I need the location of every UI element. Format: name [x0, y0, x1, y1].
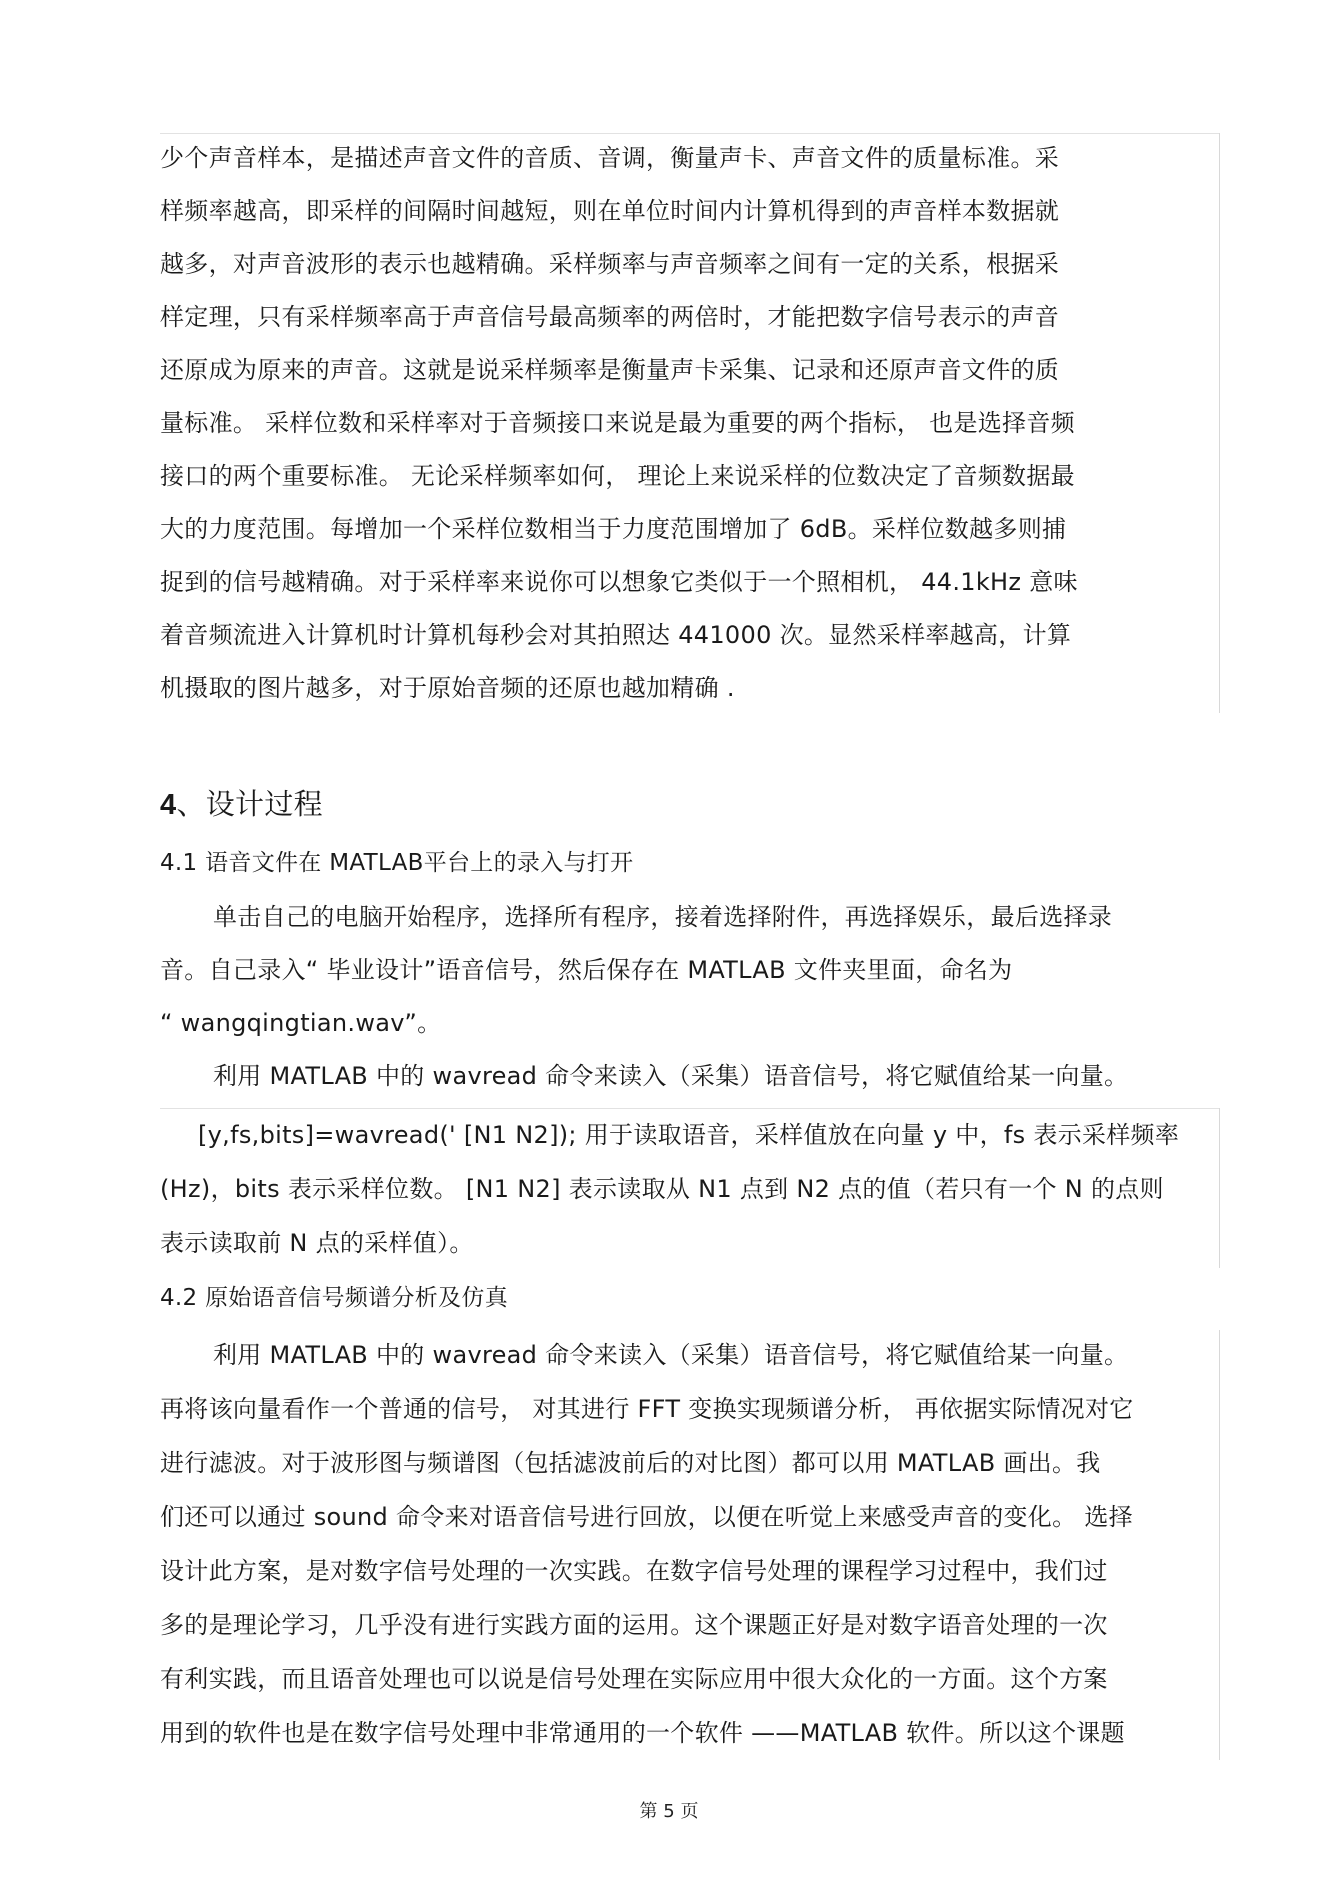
s41-line-1: 单击自己的电脑开始程序，选择所有程序，接着选择附件，再选择娱乐，最后选择录 — [213, 903, 1113, 931]
p1-line-2: 样频率越高，即采样的间隔时间越短，则在单位时间内计算机得到的声音样本数据就 — [160, 197, 1060, 225]
s42-line-6: 多的是理论学习，几乎没有进行实践方面的运用。这个课题正好是对数字语音处理的一次 — [160, 1611, 1108, 1639]
s42-line-4: 们还可以通过 sound 命令来对语音信号进行回放，以便在听觉上来感受声音的变化。 选择 — [160, 1503, 1133, 1531]
page-number: 第 5 页 — [639, 1801, 699, 1822]
section-4-1-heading: 4.1 语音文件在 MATLAB平台上的录入与打开 — [160, 850, 634, 876]
p1-line-11: 机摄取的图片越多，对于原始音频的还原也越加精确 . — [160, 674, 735, 702]
p1-line-7: 接口的两个重要标准。 无论采样频率如何， 理论上来说采样的位数决定了音频数据最 — [160, 462, 1075, 490]
s42-line-3: 进行滤波。对于波形图与频谱图（包括滤波前后的对比图）都可以用 MATLAB 画出。我 — [160, 1449, 1101, 1477]
p1-line-10: 着音频流进入计算机时计算机每秒会对其拍照达 441000 次。显然采样率越高，计算 — [160, 621, 1072, 649]
p1-line-9: 捉到的信号越精确。对于采样率来说你可以想象它类似于一个照相机， 44.1kHz 意味 — [160, 568, 1078, 596]
code-line-1: [y,fs,bits]=wavread(' [N1 N2]); 用于读取语音，采样值放在向量 y 中，fs 表示采样频率 — [198, 1121, 1180, 1149]
code-line-2: (Hz)，bits 表示采样位数。 [N1 N2] 表示读取从 N1 点到 N2 点的值（若只有一个 N 的点则 — [160, 1175, 1164, 1203]
p1-line-5: 还原成为原来的声音。这就是说采样频率是衡量声卡采集、记录和还原声音文件的质 — [160, 356, 1060, 384]
s41-line-4: 利用 MATLAB 中的 wavread 命令来读入（采集）语音信号，将它赋值给某一向量。 — [213, 1062, 1129, 1090]
s41-line-3: “ wangqingtian.wav”。 — [160, 1009, 442, 1037]
p1-line-6: 量标准。 采样位数和采样率对于音频接口来说是最为重要的两个指标， 也是选择音频 — [160, 409, 1075, 437]
p1-line-8: 大的力度范围。每增加一个采样位数相当于力度范围增加了 6dB。采样位数越多则捕 — [160, 515, 1067, 543]
s42-line-2: 再将该向量看作一个普通的信号， 对其进行 FFT 变换实现频谱分析， 再依据实际情况对它 — [160, 1395, 1134, 1423]
p1-line-4: 样定理，只有采样频率高于声音信号最高频率的两倍时，才能把数字信号表示的声音 — [160, 303, 1060, 331]
section-4-title: 、设计过程 — [176, 787, 323, 821]
p1-line-1: 少个声音样本，是描述声音文件的音质、音调，衡量声卡、声音文件的质量标准。采 — [160, 144, 1060, 172]
top-rule — [160, 133, 1220, 134]
s42-line-5: 设计此方案，是对数字信号处理的一次实践。在数字信号处理的课程学习过程中，我们过 — [160, 1557, 1108, 1585]
s41-line-2: 音。自己录入“ 毕业设计”语音信号，然后保存在 MATLAB 文件夹里面，命名为 — [160, 956, 1013, 984]
s42-line-8: 用到的软件也是在数字信号处理中非常通用的一个软件 ——MATLAB 软件。所以这个课题 — [160, 1719, 1125, 1747]
p1-line-3: 越多，对声音波形的表示也越精确。采样频率与声音频率之间有一定的关系，根据采 — [160, 250, 1060, 278]
right-rule-2 — [1219, 1108, 1220, 1268]
s42-line-7: 有利实践，而且语音处理也可以说是信号处理在实际应用中很大众化的一方面。这个方案 — [160, 1665, 1108, 1693]
code-rule — [160, 1108, 1220, 1109]
section-4-number: 4 — [160, 789, 177, 821]
section-4-2-heading: 4.2 原始语音信号频谱分析及仿真 — [160, 1285, 508, 1311]
section-4-heading — [160, 786, 323, 823]
right-rule-3 — [1219, 1330, 1220, 1760]
code-line-3: 表示读取前 N 点的采样值）。 — [160, 1229, 474, 1257]
right-rule-1 — [1219, 133, 1220, 713]
s42-line-1: 利用 MATLAB 中的 wavread 命令来读入（采集）语音信号，将它赋值给某一向量。 — [213, 1341, 1129, 1369]
